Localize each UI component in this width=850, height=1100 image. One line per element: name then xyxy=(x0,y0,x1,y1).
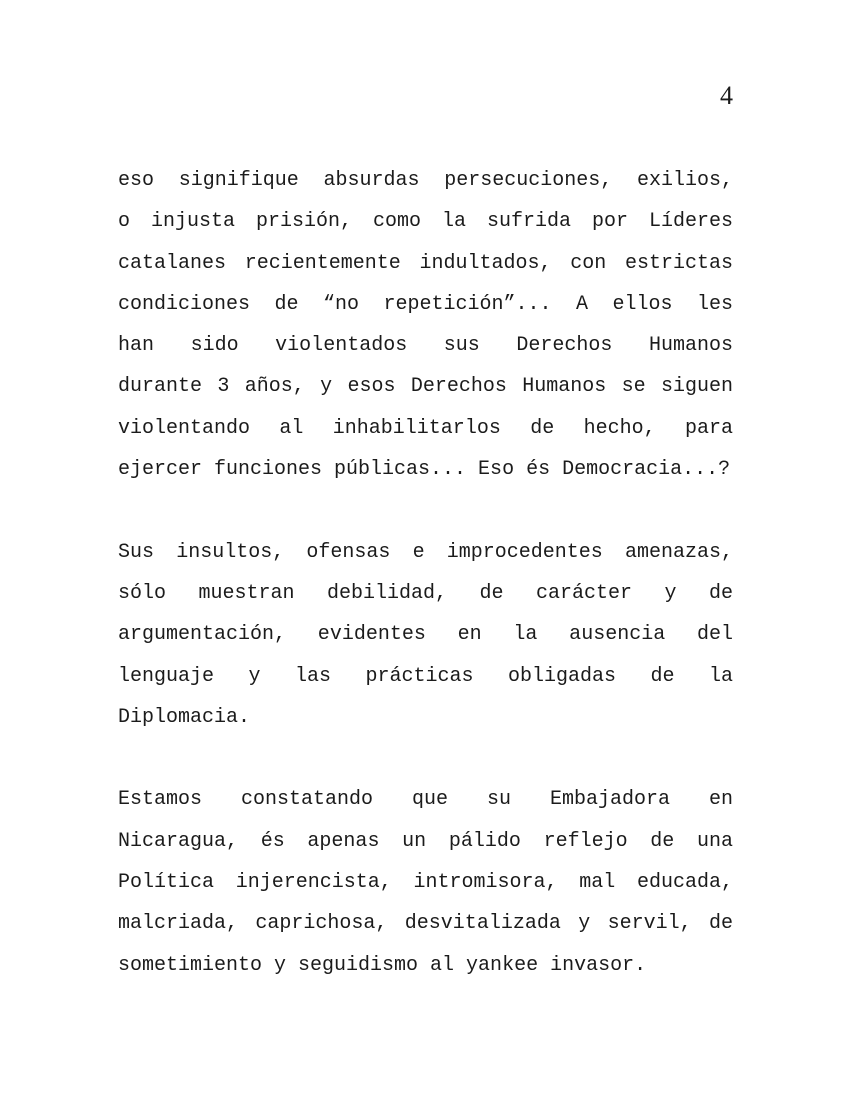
text-line: Política injerencista, intromisora, mal educada, xyxy=(118,871,733,895)
text-line: sometimiento y seguidismo al yankee invasor. xyxy=(118,953,647,977)
paragraph-1 xyxy=(118,160,733,490)
text-line: argumentación, evidentes en la ausencia del xyxy=(118,623,733,647)
text-line: catalanes recientemente indultados, con estrictas xyxy=(118,251,733,275)
text-line: eso signifique absurdas persecuciones, exilios, xyxy=(118,169,733,192)
text-line: lenguaje y las prácticas obligadas de la xyxy=(118,664,733,688)
paragraph-3 xyxy=(118,779,733,985)
text-line: han sido violentados sus Derechos Humanos xyxy=(118,334,733,358)
page-number: 4 xyxy=(720,81,733,110)
text-line: malcriada, caprichosa, desvitalizada y servil, de xyxy=(118,912,733,936)
text-line: violentando al inhabilitarlos de hecho, para xyxy=(118,416,733,440)
text-line: durante 3 años, y esos Derechos Humanos se siguen xyxy=(118,375,733,399)
paragraph-2 xyxy=(118,532,733,738)
text-line: o injusta prisión, como la sufrida por Líderes xyxy=(118,210,733,234)
text-line: Estamos constatando que su Embajadora en xyxy=(118,788,733,812)
text-line: Sus insultos, ofensas e improcedentes amenazas, xyxy=(118,540,733,564)
text-line: Nicaragua, és apenas un pálido reflejo de una xyxy=(118,829,733,853)
text-line: ejercer funciones públicas... Eso és Democracia...? xyxy=(118,458,731,482)
text-line: sólo muestran debilidad, de carácter y de xyxy=(118,581,733,605)
text-line: condiciones de “no repetición”... A ellos les xyxy=(118,292,733,316)
document-body xyxy=(118,160,733,986)
text-line: Diplomacia. xyxy=(118,705,251,729)
